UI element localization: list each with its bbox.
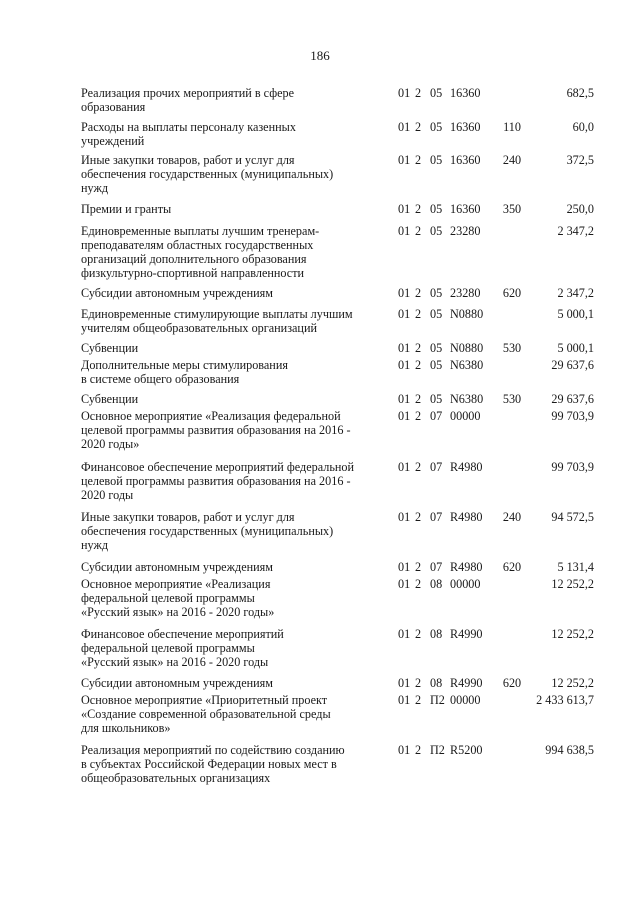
row-description: Финансовое обеспечение мероприятий федеральной целевой программы развития образования на 2016 - 2020 годы bbox=[81, 460, 355, 502]
amount: 99 703,9 bbox=[551, 460, 594, 474]
code-event: 05 bbox=[430, 224, 443, 238]
code-direction: 23280 bbox=[450, 224, 481, 238]
amount: 12 252,2 bbox=[551, 577, 594, 591]
code-subprogram: 2 bbox=[415, 627, 422, 641]
row-description: Основное мероприятие «Реализация федеральной целевой программы «Русский язык» на 2016 - 2020 годы» bbox=[81, 577, 275, 619]
code-event: 05 bbox=[430, 86, 443, 100]
amount: 12 252,2 bbox=[551, 676, 594, 690]
code-direction: R4980 bbox=[450, 560, 483, 574]
code-program: 01 bbox=[398, 202, 411, 216]
code-event: П2 bbox=[430, 743, 445, 757]
code-event: 05 bbox=[430, 286, 443, 300]
code-event: 07 bbox=[430, 460, 443, 474]
amount: 99 703,9 bbox=[551, 409, 594, 423]
code-event: 07 bbox=[430, 510, 443, 524]
amount: 372,5 bbox=[566, 153, 594, 167]
code-program: 01 bbox=[398, 460, 411, 474]
amount: 994 638,5 bbox=[545, 743, 594, 757]
row-description: Реализация мероприятий по содействию созданию в субъектах Российской Федерации новых мест в общеобразовательных организациях bbox=[81, 743, 345, 785]
amount: 94 572,5 bbox=[551, 510, 594, 524]
code-subprogram: 2 bbox=[415, 577, 422, 591]
expense-type-code: 620 bbox=[502, 286, 522, 300]
code-subprogram: 2 bbox=[415, 202, 422, 216]
code-direction: R4980 bbox=[450, 510, 483, 524]
code-subprogram: 2 bbox=[415, 560, 422, 574]
row-description: Дополнительные меры стимулирования в системе общего образования bbox=[81, 358, 288, 386]
code-direction: 16360 bbox=[450, 153, 481, 167]
code-direction: R4980 bbox=[450, 460, 483, 474]
code-subprogram: 2 bbox=[415, 307, 422, 321]
code-program: 01 bbox=[398, 392, 411, 406]
code-program: 01 bbox=[398, 743, 411, 757]
amount: 60,0 bbox=[572, 120, 594, 134]
code-program: 01 bbox=[398, 560, 411, 574]
code-event: 08 bbox=[430, 627, 443, 641]
expense-type-code: 240 bbox=[502, 153, 522, 167]
code-direction: N6380 bbox=[450, 392, 484, 406]
amount: 5 131,4 bbox=[557, 560, 594, 574]
code-event: 05 bbox=[430, 358, 443, 372]
code-subprogram: 2 bbox=[415, 460, 422, 474]
code-subprogram: 2 bbox=[415, 409, 422, 423]
row-description: Субсидии автономным учреждениям bbox=[81, 560, 273, 574]
code-subprogram: 2 bbox=[415, 153, 422, 167]
row-description: Финансовое обеспечение мероприятий федеральной целевой программы «Русский язык» на 2016 - 2020 годы bbox=[81, 627, 284, 669]
code-program: 01 bbox=[398, 510, 411, 524]
expense-type-code: 530 bbox=[502, 341, 522, 355]
code-program: 01 bbox=[398, 153, 411, 167]
code-event: 05 bbox=[430, 202, 443, 216]
row-description: Реализация прочих мероприятий в сфере образования bbox=[81, 86, 295, 114]
row-description: Иные закупки товаров, работ и услуг для обеспечения государственных (муниципальных) нужд bbox=[81, 153, 334, 195]
expense-type-code: 240 bbox=[502, 510, 522, 524]
code-direction: 23280 bbox=[450, 286, 481, 300]
code-subprogram: 2 bbox=[415, 358, 422, 372]
amount: 29 637,6 bbox=[551, 358, 594, 372]
code-direction: 16360 bbox=[450, 86, 481, 100]
code-subprogram: 2 bbox=[415, 743, 422, 757]
expense-type-code: 530 bbox=[502, 392, 522, 406]
amount: 5 000,1 bbox=[557, 307, 594, 321]
amount: 29 637,6 bbox=[551, 392, 594, 406]
amount: 2 433 613,7 bbox=[536, 693, 594, 707]
row-description: Субвенции bbox=[81, 392, 139, 406]
code-direction: R4990 bbox=[450, 676, 483, 690]
code-program: 01 bbox=[398, 693, 411, 707]
code-direction: 00000 bbox=[450, 577, 481, 591]
code-event: П2 bbox=[430, 693, 445, 707]
code-program: 01 bbox=[398, 286, 411, 300]
code-direction: 16360 bbox=[450, 202, 481, 216]
amount: 5 000,1 bbox=[557, 341, 594, 355]
row-description: Расходы на выплаты персоналу казенных учреждений bbox=[81, 120, 296, 148]
row-description: Премии и гранты bbox=[81, 202, 172, 216]
code-subprogram: 2 bbox=[415, 341, 422, 355]
row-description: Субвенции bbox=[81, 341, 139, 355]
code-program: 01 bbox=[398, 676, 411, 690]
code-program: 01 bbox=[398, 86, 411, 100]
expense-type-code: 110 bbox=[503, 120, 521, 134]
code-subprogram: 2 bbox=[415, 224, 422, 238]
row-description: Основное мероприятие «Реализация федеральной целевой программы развития образования на 2016 - 2020 годы» bbox=[81, 409, 351, 451]
code-subprogram: 2 bbox=[415, 392, 422, 406]
code-subprogram: 2 bbox=[415, 693, 422, 707]
expense-type-code: 350 bbox=[502, 202, 522, 216]
code-direction: 16360 bbox=[450, 120, 481, 134]
expense-type-code: 620 bbox=[502, 676, 522, 690]
code-program: 01 bbox=[398, 577, 411, 591]
code-program: 01 bbox=[398, 409, 411, 423]
row-description: Единовременные выплаты лучшим тренерам- преподавателям областных государственных организаций дополнительного образования физкультурно-спортивной направленности bbox=[81, 224, 320, 280]
row-description: Иные закупки товаров, работ и услуг для обеспечения государственных (муниципальных) нужд bbox=[81, 510, 334, 552]
code-program: 01 bbox=[398, 358, 411, 372]
code-subprogram: 2 bbox=[415, 510, 422, 524]
code-event: 07 bbox=[430, 560, 443, 574]
code-subprogram: 2 bbox=[415, 86, 422, 100]
amount: 2 347,2 bbox=[557, 224, 594, 238]
code-direction: N0880 bbox=[450, 307, 484, 321]
code-program: 01 bbox=[398, 627, 411, 641]
code-event: 07 bbox=[430, 409, 443, 423]
code-program: 01 bbox=[398, 120, 411, 134]
code-event: 05 bbox=[430, 120, 443, 134]
code-event: 05 bbox=[430, 341, 443, 355]
code-program: 01 bbox=[398, 341, 411, 355]
code-direction: R5200 bbox=[450, 743, 483, 757]
code-direction: 00000 bbox=[450, 409, 481, 423]
amount: 12 252,2 bbox=[551, 627, 594, 641]
code-direction: R4990 bbox=[450, 627, 483, 641]
code-direction: N6380 bbox=[450, 358, 484, 372]
amount: 250,0 bbox=[566, 202, 594, 216]
row-description: Основное мероприятие «Приоритетный проект «Создание современной образовательной среды для школьников» bbox=[81, 693, 331, 735]
row-description: Субсидии автономным учреждениям bbox=[81, 286, 273, 300]
code-subprogram: 2 bbox=[415, 286, 422, 300]
code-subprogram: 2 bbox=[415, 676, 422, 690]
code-program: 01 bbox=[398, 224, 411, 238]
code-event: 05 bbox=[430, 307, 443, 321]
code-event: 05 bbox=[430, 153, 443, 167]
page-number: 186 bbox=[310, 48, 330, 63]
code-direction: N0880 bbox=[450, 341, 484, 355]
code-program: 01 bbox=[398, 307, 411, 321]
code-direction: 00000 bbox=[450, 693, 481, 707]
row-description: Единовременные стимулирующие выплаты лучшим учителям общеобразовательных организаций bbox=[81, 307, 353, 335]
code-event: 08 bbox=[430, 577, 443, 591]
expense-type-code: 620 bbox=[502, 560, 522, 574]
code-event: 08 bbox=[430, 676, 443, 690]
code-subprogram: 2 bbox=[415, 120, 422, 134]
amount: 682,5 bbox=[566, 86, 594, 100]
row-description: Субсидии автономным учреждениям bbox=[81, 676, 273, 690]
amount: 2 347,2 bbox=[557, 286, 594, 300]
code-event: 05 bbox=[430, 392, 443, 406]
